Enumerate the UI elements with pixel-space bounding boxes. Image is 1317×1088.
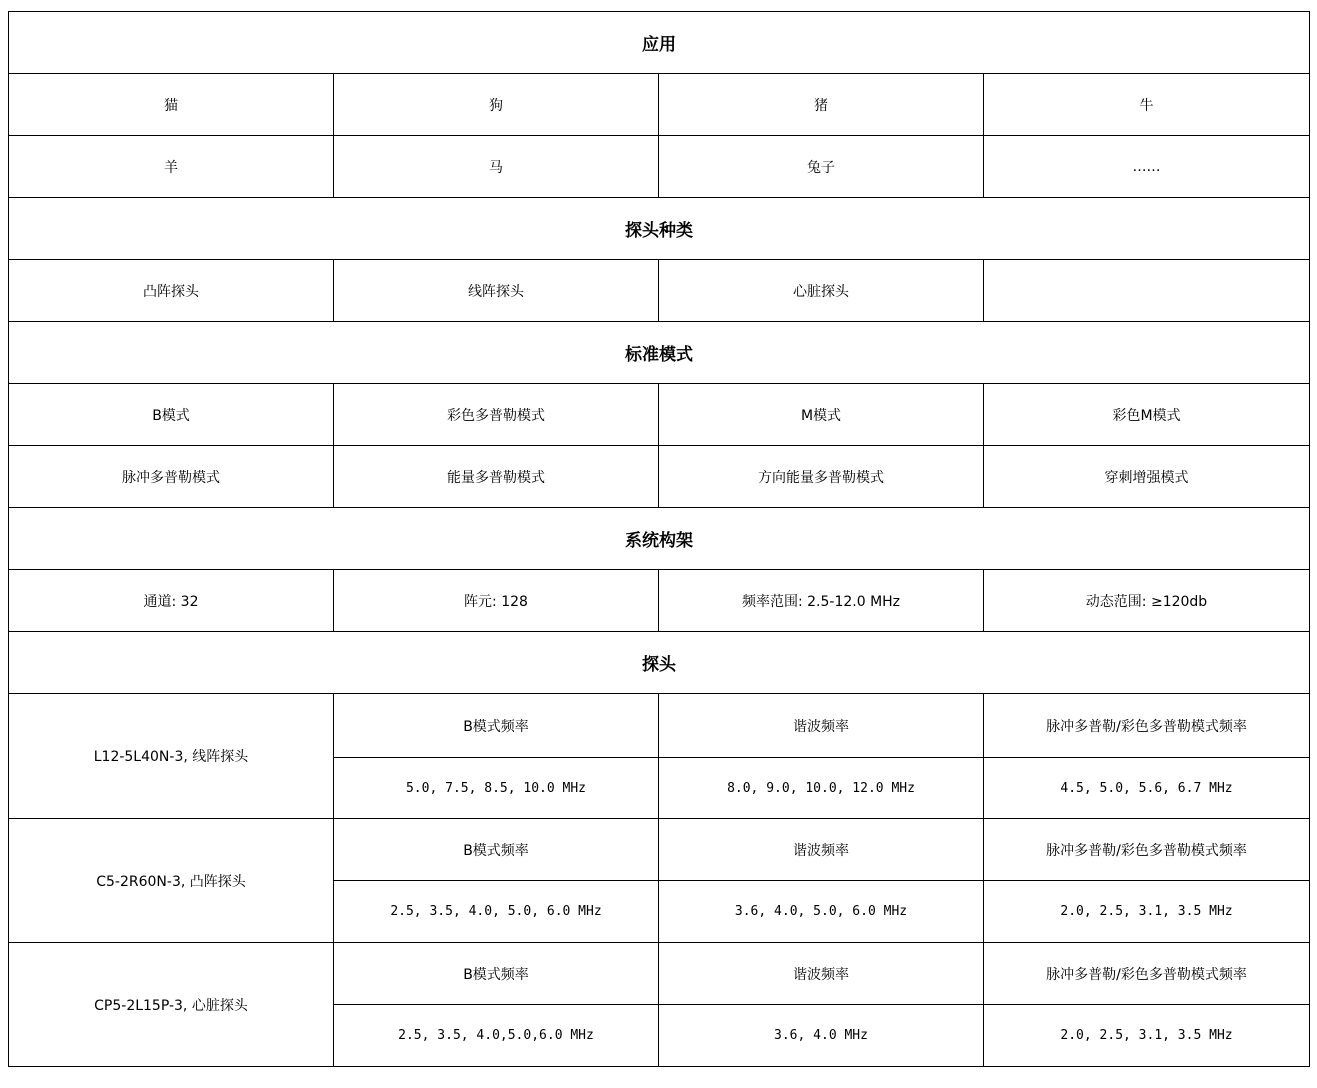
- probe-col-header: 脉冲多普勒/彩色多普勒模式频率: [984, 943, 1310, 1005]
- table-cell: 阵元: 128: [334, 570, 659, 632]
- probe-value: 8.0, 9.0, 10.0, 12.0 MHz: [659, 758, 984, 819]
- probe-name: CP5-2L15P-3, 心脏探头: [9, 943, 334, 1067]
- table-cell: 线阵探头: [334, 260, 659, 322]
- probe-col-header: 谐波频率: [659, 694, 984, 758]
- table-cell: 频率范围: 2.5-12.0 MHz: [659, 570, 984, 632]
- probe-value: 2.5, 3.5, 4.0,5.0,6.0 MHz: [334, 1005, 659, 1067]
- table-cell: ……: [984, 136, 1310, 198]
- table-cell: 马: [334, 136, 659, 198]
- probe-name: L12-5L40N-3, 线阵探头: [9, 694, 334, 819]
- table-cell: 狗: [334, 74, 659, 136]
- probe-value: 5.0, 7.5, 8.5, 10.0 MHz: [334, 758, 659, 819]
- table-cell: [984, 260, 1310, 322]
- table-cell: M模式: [659, 384, 984, 446]
- probe-value: 2.5, 3.5, 4.0, 5.0, 6.0 MHz: [334, 881, 659, 943]
- table-cell: 羊: [9, 136, 334, 198]
- probe-name: C5-2R60N-3, 凸阵探头: [9, 819, 334, 943]
- probe-value: 2.0, 2.5, 3.1, 3.5 MHz: [984, 1005, 1310, 1067]
- table-cell: B模式: [9, 384, 334, 446]
- probe-value: 3.6, 4.0, 5.0, 6.0 MHz: [659, 881, 984, 943]
- probe-col-header: B模式频率: [334, 694, 659, 758]
- probe-col-header: 脉冲多普勒/彩色多普勒模式频率: [984, 819, 1310, 881]
- section-heading-application: 应用: [9, 12, 1310, 74]
- table-cell: 能量多普勒模式: [334, 446, 659, 508]
- probe-value: 3.6, 4.0 MHz: [659, 1005, 984, 1067]
- table-cell: 方向能量多普勒模式: [659, 446, 984, 508]
- probe-value: 2.0, 2.5, 3.1, 3.5 MHz: [984, 881, 1310, 943]
- probe-col-header: 脉冲多普勒/彩色多普勒模式频率: [984, 694, 1310, 758]
- section-heading-probe-types: 探头种类: [9, 198, 1310, 260]
- table-cell: 猪: [659, 74, 984, 136]
- table-cell: 穿刺增强模式: [984, 446, 1310, 508]
- table-cell: 心脏探头: [659, 260, 984, 322]
- table-cell: 猫: [9, 74, 334, 136]
- table-cell: 动态范围: ≥120db: [984, 570, 1310, 632]
- table-cell: 凸阵探头: [9, 260, 334, 322]
- section-heading-system-architecture: 系统构架: [9, 508, 1310, 570]
- table-cell: 脉冲多普勒模式: [9, 446, 334, 508]
- table-cell: 兔子: [659, 136, 984, 198]
- table-cell: 通道: 32: [9, 570, 334, 632]
- table-cell: 彩色M模式: [984, 384, 1310, 446]
- table-cell: 牛: [984, 74, 1310, 136]
- probe-col-header: B模式频率: [334, 819, 659, 881]
- probe-value: 4.5, 5.0, 5.6, 6.7 MHz: [984, 758, 1310, 819]
- probe-col-header: 谐波频率: [659, 943, 984, 1005]
- probe-col-header: 谐波频率: [659, 819, 984, 881]
- section-heading-standard-modes: 标准模式: [9, 322, 1310, 384]
- spec-table: [8, 11, 1310, 1067]
- probe-col-header: B模式频率: [334, 943, 659, 1005]
- table-cell: 彩色多普勒模式: [334, 384, 659, 446]
- section-heading-probes: 探头: [9, 632, 1310, 694]
